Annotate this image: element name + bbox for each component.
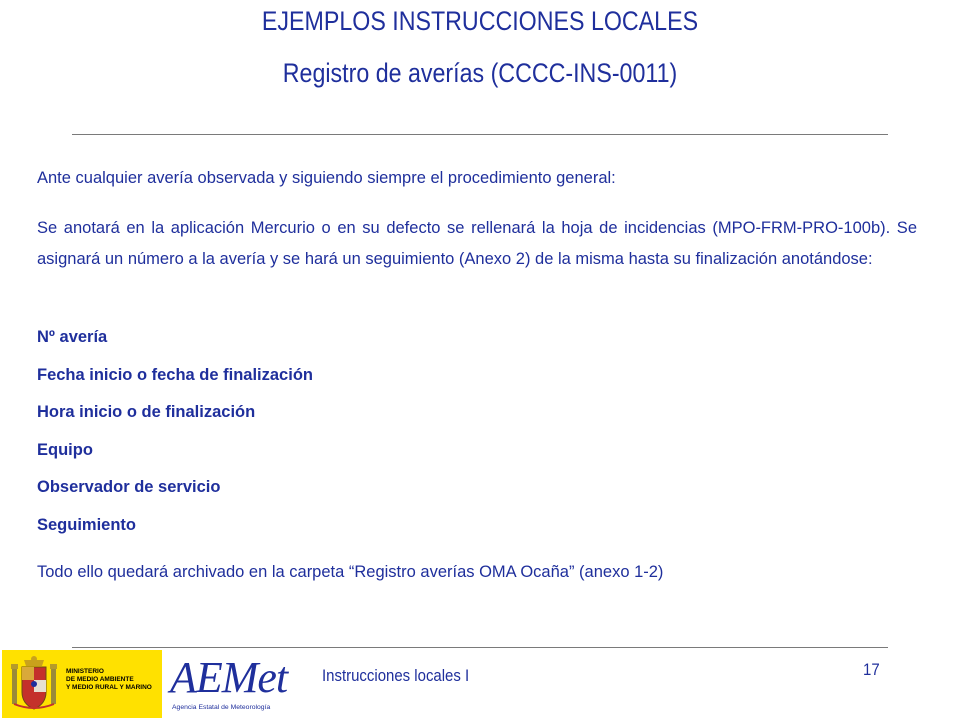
- fields-list: [37, 322, 313, 547]
- footer-title: Instrucciones locales I: [322, 666, 470, 685]
- top-divider: [72, 134, 888, 135]
- list-item: Nº avería: [37, 328, 108, 346]
- page-title: EJEMPLOS INSTRUCCIONES LOCALES: [261, 6, 699, 36]
- list-item: Seguimiento: [37, 515, 137, 534]
- closing-text: Todo ello quedará archivado en la carpeta “Registro averías OMA Ocaña” (anexo 1-2): [37, 563, 664, 581]
- list-item: Equipo: [37, 440, 93, 459]
- bottom-divider: [72, 647, 888, 648]
- ministry-logo: [2, 650, 162, 718]
- coat-of-arms-icon: [10, 654, 58, 714]
- aemet-logo: [170, 653, 288, 718]
- page-subtitle: Registro de averías (CCCC-INS-0011): [282, 58, 678, 88]
- list-item: Fecha inicio o fecha de finalización: [37, 365, 313, 384]
- main-paragraph: Se anotará en la aplicación Mercurio o en su defecto se rellenará la hoja de incidencias (MPO-FRM-PRO-100b). Se asignará un número a la avería y se hará un seguimiento (Anexo 2) de la misma hasta su finalización anotándose:: [37, 219, 917, 268]
- list-item: Observador de servicio: [37, 478, 221, 496]
- aemet-subtitle: Agencia Estatal de Meteorología: [172, 704, 271, 711]
- intro-text: Ante cualquier avería observada y siguiendo siempre el procedimiento general:: [37, 169, 616, 187]
- page-number: 17: [863, 660, 880, 679]
- aemet-wordmark: AEMet: [170, 653, 288, 702]
- ministry-name: MINISTERIO DE MEDIO AMBIENTE Y MEDIO RURAL Y MARINO: [66, 668, 152, 691]
- list-item: Hora inicio o de finalización: [37, 403, 256, 421]
